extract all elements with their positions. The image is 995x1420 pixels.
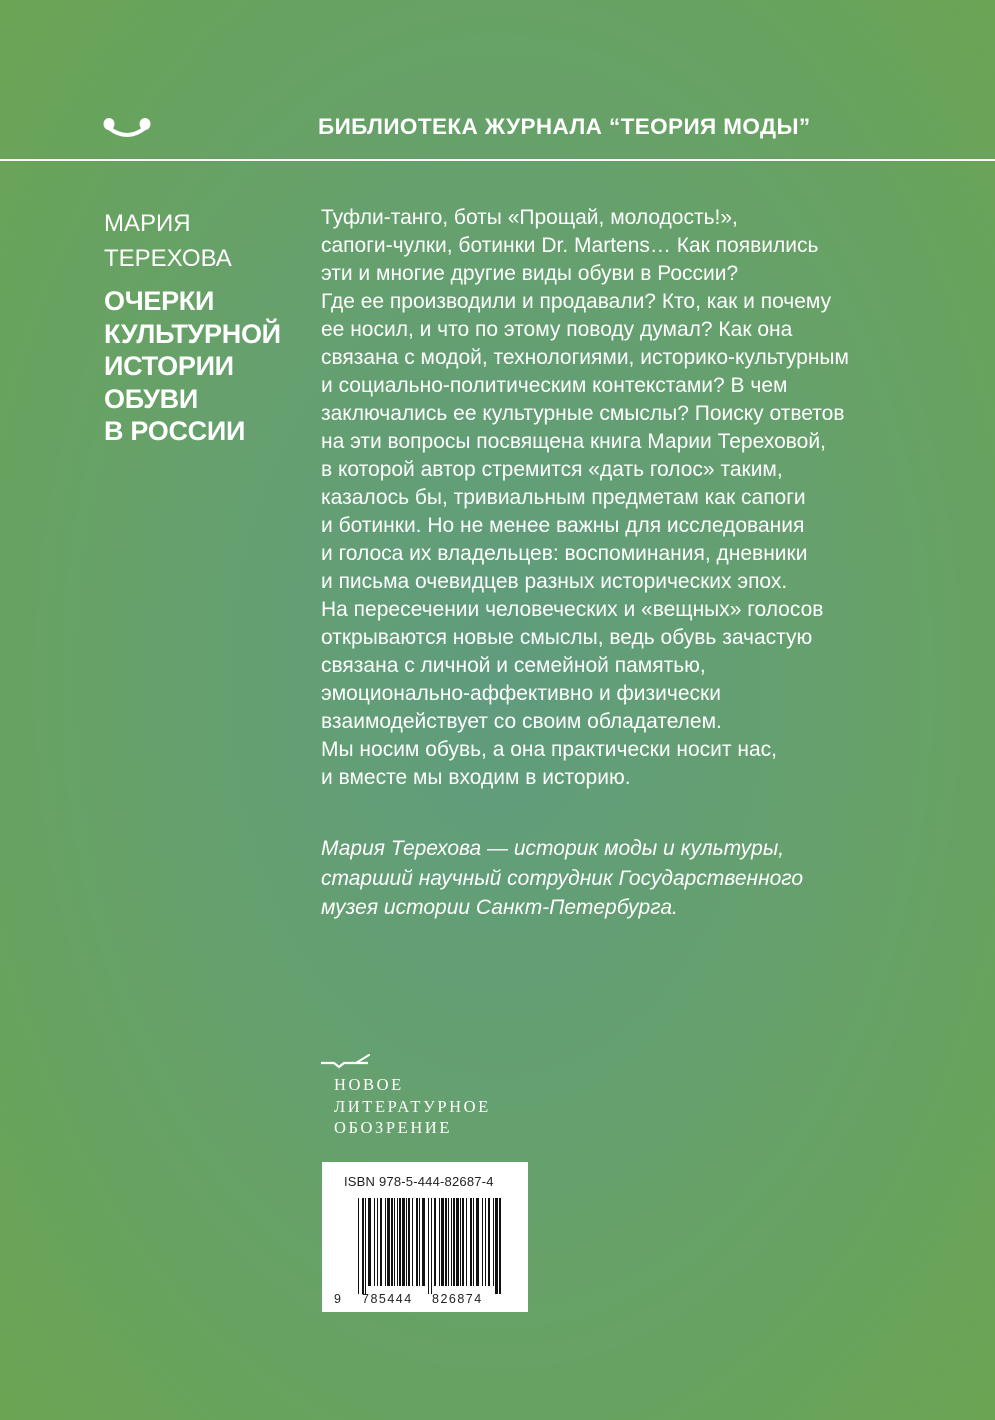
author-bio	[321, 834, 961, 923]
annotation-line: и голоса их владельцев: воспоминания, дневники	[321, 542, 808, 565]
barcode-bar	[476, 1198, 479, 1286]
annotation-line: и письма очевидцев разных исторических эпох.	[321, 570, 788, 593]
isbn-label: ISBN 978-5-444-82687-4	[344, 1174, 494, 1189]
book-title-line: ИСТОРИИ	[104, 351, 234, 381]
barcode-bar	[406, 1198, 407, 1286]
barcode-bar	[391, 1198, 393, 1286]
author-bio-line: Мария Терехова — историк моды и культуры,	[321, 837, 785, 860]
barcode-bar	[470, 1198, 472, 1286]
barcode-bar	[453, 1198, 455, 1286]
annotation-line: Где ее производили и продавали? Кто, как и почему	[321, 290, 832, 313]
barcode-bar	[399, 1198, 401, 1286]
barcode-digits-left: 785444	[362, 1292, 413, 1306]
annotation-line: на эти вопросы посвящена книга Марии Тереховой,	[321, 430, 826, 453]
author-first-name: МАРИЯ	[104, 210, 191, 237]
publisher-mark-icon	[320, 1052, 370, 1072]
barcode-bar	[387, 1198, 390, 1286]
book-title-line: ОБУВИ	[104, 383, 198, 414]
series-logo-icon	[102, 116, 152, 140]
annotation-line: сапоги-чулки, ботинки Dr. Martens… Как появились	[321, 234, 819, 257]
barcode-bar	[493, 1198, 494, 1286]
barcode-bar	[460, 1198, 461, 1286]
publisher-name-line: НОВОЕ	[334, 1075, 404, 1094]
author-bio-line: старший научный сотрудник Государственного	[321, 866, 804, 890]
barcode-bar	[445, 1198, 447, 1286]
barcode-bar	[416, 1198, 418, 1286]
barcode-bar	[499, 1198, 501, 1294]
barcode-bar	[380, 1198, 382, 1286]
barcode-digit-first: 9	[334, 1292, 341, 1306]
annotation-line: ее носил, и что по этому поводу думал? Как она	[321, 318, 793, 341]
series-title: БИБЛИОТЕКА ЖУРНАЛА “ТЕОРИЯ МОДЫ”	[318, 114, 811, 139]
barcode-bar	[466, 1198, 467, 1286]
book-title-line: ОЧЕРКИ	[104, 286, 215, 316]
barcode-bar	[374, 1198, 375, 1286]
barcode-bar	[473, 1198, 474, 1286]
barcode-bar	[451, 1198, 452, 1286]
annotation-line: и вместе мы входим в историю.	[321, 766, 631, 789]
annotation-line: На пересечении человеческих и «вещных» голосов	[321, 598, 824, 621]
barcode-bar	[456, 1198, 459, 1286]
barcode-bar	[482, 1198, 483, 1286]
barcode-bar	[377, 1198, 378, 1286]
author-last-name: ТЕРЕХОВА	[104, 245, 232, 272]
barcode-bar	[485, 1198, 486, 1286]
annotation-line: и социально-политическим контекстами? В чем	[321, 374, 788, 397]
barcode-bar	[422, 1198, 425, 1286]
book-title	[104, 285, 304, 448]
publisher-name	[334, 1074, 594, 1139]
annotation-line: эмоционально-аффективно и физически	[321, 682, 721, 705]
barcode-bars	[322, 1162, 528, 1312]
barcode-bar	[397, 1198, 398, 1286]
book-title-line: В РОССИИ	[104, 416, 246, 446]
barcode-bar	[428, 1198, 429, 1294]
publisher-name-line: ЛИТЕРАТУРНОЕ	[334, 1096, 491, 1116]
barcode-bar	[394, 1198, 395, 1286]
barcode-bar	[358, 1198, 359, 1294]
annotation-line: заключались ее культурные смыслы? Поиску ответов	[321, 402, 845, 425]
annotation-line: Туфли-танго, боты «Прощай, молодость!»,	[321, 206, 738, 229]
annotation-line: открываются новые смыслы, ведь обувь зачастую	[321, 626, 813, 649]
annotation-line: в которой автор стремится «дать голос» таким,	[321, 458, 783, 481]
isbn-barcode	[322, 1162, 528, 1312]
barcode-bar	[385, 1198, 386, 1286]
barcode-bar	[402, 1198, 405, 1286]
header-divider	[0, 159, 995, 161]
annotation-line: и ботинки. Но не менее важны для исследования	[321, 514, 805, 537]
annotation-line: казалось бы, тривиальным предметам как сапоги	[321, 486, 806, 509]
annotation-line: взаимодействует со своим обладателем.	[321, 710, 722, 733]
barcode-digits-right: 826874	[432, 1292, 483, 1306]
barcode-bar	[431, 1198, 432, 1294]
barcode-bar	[434, 1198, 436, 1286]
barcode-bar	[488, 1198, 490, 1286]
book-title-line: КУЛЬТУРНОЙ	[104, 318, 281, 349]
barcode-bar	[419, 1198, 420, 1286]
publisher-name-line: ОБОЗРЕНИЕ	[334, 1118, 453, 1137]
annotation-text	[321, 204, 961, 792]
barcode-bar	[368, 1198, 371, 1286]
author-bio-line: музея истории Санкт-Петербурга.	[321, 896, 678, 919]
barcode-bar	[448, 1198, 449, 1286]
barcode-bar	[362, 1198, 364, 1294]
barcode-bar	[365, 1198, 366, 1294]
barcode-bar	[495, 1198, 498, 1294]
annotation-line: связана с личной и семейной памятью,	[321, 654, 706, 677]
barcode-bar	[412, 1198, 413, 1286]
annotation-line: связана с модой, технологиями, историко-культурным	[321, 346, 849, 369]
barcode-bar	[462, 1198, 464, 1286]
barcode-bar	[439, 1198, 440, 1286]
annotation-line: Мы носим обувь, а она практически носит нас,	[321, 738, 777, 761]
annotation-line: эти и многие другие виды обуви в России?	[321, 262, 739, 285]
author-name	[104, 206, 304, 276]
barcode-bar	[441, 1198, 444, 1286]
barcode-bar	[408, 1198, 410, 1286]
